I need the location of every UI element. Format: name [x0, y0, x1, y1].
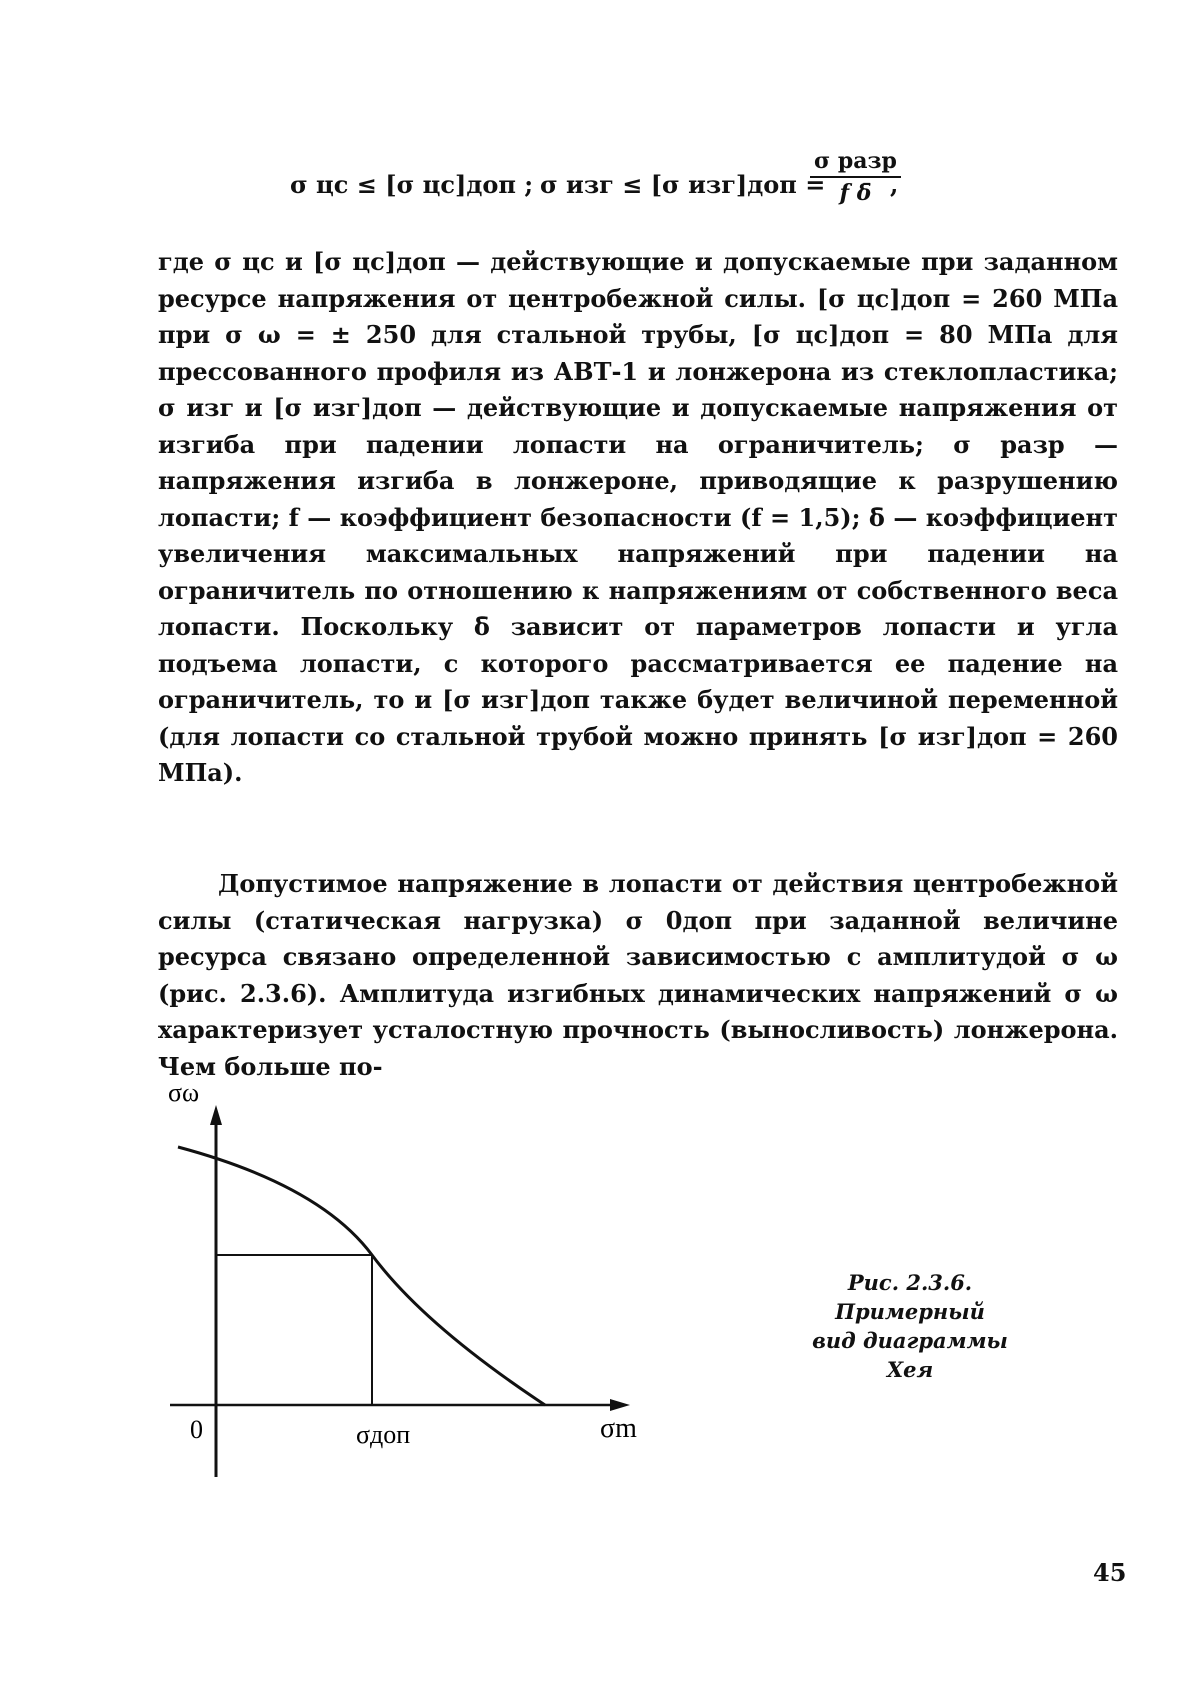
x-marker-label: σдоп [356, 1420, 411, 1449]
formula-comma: , [890, 170, 899, 199]
x-axis-label: σm [600, 1413, 637, 1444]
y-axis-arrow [210, 1105, 222, 1125]
page-number: 45 [1093, 1558, 1127, 1587]
haigh-diagram [150, 1078, 710, 1545]
caption-line-3: вид диаграммы Хея [812, 1328, 1008, 1382]
caption-line-1: Рис. 2.3.6. [847, 1270, 973, 1295]
paragraph-definitions: где σ цс и [σ цс]доп — действующие и допускаемые при заданном ресурсе напряжения от центробежной силы. [σ цс]доп = 260 МПа при σ ω = ± 250 для стальной трубы, [σ цс]доп = 80 МПа для прессованного профиля из АВТ-1 и лонжерона из стеклопластика; σ изг и [σ изг]доп — действующие и допускаемые напряжения от изгиба при падении лопасти на ограничитель; σ разр — напряжения изгиба в лонжероне, приводящие к разрушению лопасти; f — коэффициент безопасности (f = 1,5); δ̄ — коэффициент увеличения максимальных напряжений при падении на ограничитель по отношению к напряжениям от собственного веса лопасти. Поскольку δ̄ зависит от параметров лопасти и угла подъема лопасти, с которого рассматривается ее падение на ограничитель, то и [σ изг]доп также будет величиной переменной (для лопасти со стальной трубой можно принять [σ изг]доп = 260 МПа). [158, 247, 1118, 787]
x-axis-arrow [610, 1399, 630, 1411]
haigh-curve [178, 1147, 545, 1405]
formula-part2: σ изг ≤ [σ изг]доп = [540, 170, 826, 199]
figure-caption [790, 1268, 1030, 1384]
paragraph-allowable-stress: Допустимое напряжение в лопасти от действия центробежной силы (статическая нагрузка) σ 0доп при заданной величине ресурса связано определенной зависимостью с амплитудой σ ω (рис. 2.3.6). Амплитуда изгибных динамических напряжений σ ω характеризует усталостную прочность (выносливость) лонжерона. Чем больше по- [158, 869, 1118, 1081]
y-axis-label: σω [168, 1078, 200, 1107]
formula-part1: σ цс ≤ [σ цс]доп ; [290, 170, 534, 199]
formula [290, 148, 970, 230]
formula-fraction [810, 148, 901, 206]
fraction-numerator: σ разр [810, 148, 901, 178]
caption-line-2: Примерный [835, 1299, 985, 1324]
fraction-denominator: f δ̄ [839, 180, 872, 206]
origin-label: 0 [190, 1415, 203, 1444]
